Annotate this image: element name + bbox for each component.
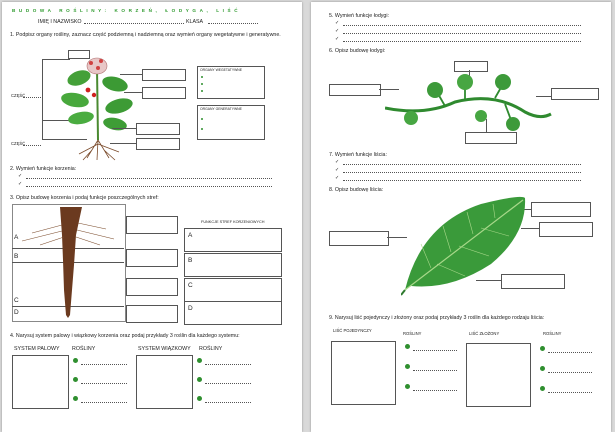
fibrous-root-label: SYSTEM WIĄZKOWY [138, 346, 191, 352]
part-label-bottom: CZĘŚĆ [11, 141, 26, 146]
plant-line[interactable] [205, 364, 251, 365]
zone-desc-box-1[interactable] [126, 216, 178, 234]
organ-box-2[interactable] [142, 87, 186, 99]
function-box-d[interactable] [184, 301, 282, 325]
function-box-c[interactable] [184, 278, 282, 302]
fibrous-root-drawing-box[interactable] [136, 355, 193, 409]
function-label-b: B [188, 257, 193, 264]
question-5-text: 5. Wymień funkcje łodygi: [329, 13, 390, 19]
plants-label: ROŚLINY [72, 346, 96, 352]
veg-bullet-2 [201, 83, 203, 85]
check-icon: ✓ [335, 175, 340, 181]
question-7-text: 7. Wymień funkcje liścia: [329, 152, 387, 158]
question-1-text: 1. Podpisz organy rośliny, zaznacz część podziemną i nadziemną oraz wymień organy wegetatywne i generatywne. [10, 32, 281, 38]
question-3-text: 3. Opisz budowę korzenia i podaj funkcje poszczególnych stref: [10, 195, 159, 201]
compound-leaf-label: LIŚĆ ZŁOŻONY [469, 331, 500, 336]
organ-box-4[interactable] [136, 138, 180, 150]
stem-illustration [385, 72, 553, 136]
stem-box-left[interactable] [329, 84, 381, 96]
pointer-2 [124, 92, 142, 93]
plant-bullet [197, 396, 202, 401]
answer-line[interactable] [26, 186, 272, 187]
name-label: IMIĘ I NAZWISKO [38, 19, 82, 25]
zone-label-b: B [14, 253, 19, 260]
zone-desc-box-2[interactable] [126, 249, 178, 267]
answer-line[interactable] [343, 41, 581, 42]
plant-bullet [405, 344, 410, 349]
plant-bullet [405, 364, 410, 369]
compound-leaf-drawing-box[interactable] [466, 343, 531, 407]
plant-bullet [540, 386, 545, 391]
part-bracket [42, 59, 43, 139]
zone-label-c: C [14, 297, 19, 304]
zone-desc-box-4[interactable] [126, 305, 178, 323]
gen-bullet-1 [201, 118, 203, 120]
plant-bullet [540, 366, 545, 371]
question-8-text: 8. Opisz budowę liścia: [329, 187, 384, 193]
plant-line[interactable] [413, 390, 457, 391]
plant-bullet [405, 384, 410, 389]
leaf-box-2[interactable] [539, 222, 593, 237]
check-icon: ✓ [18, 181, 23, 187]
plant-bullet [73, 396, 78, 401]
pointer-1 [120, 74, 142, 75]
answer-line[interactable] [343, 25, 581, 26]
plant-bullet [540, 346, 545, 351]
question-9-text: 9. Narysuj liść pojedynczy i złożony oraz podaj przykłady 3 roślin dla każdego rodzaju liścia: [329, 315, 545, 321]
worksheet-page-1 [2, 2, 302, 432]
pointer-3 [112, 128, 136, 129]
question-4-text: 4. Narysuj system palowy i wiązkowy korzenia oraz podaj przykłady 3 roślin dla każdego systemu: [10, 333, 240, 339]
zone-label-a: A [14, 234, 19, 241]
check-icon: ✓ [335, 36, 340, 42]
vegetative-label: ORGANY WEGETATYWNE [200, 68, 243, 72]
answer-line[interactable] [343, 180, 581, 181]
zone-desc-box-3[interactable] [126, 278, 178, 296]
plant-bullet [73, 358, 78, 363]
plant-line[interactable] [548, 352, 592, 353]
vegetative-organs-panel [197, 66, 265, 99]
question-6-text: 6. Opisz budowę łodygi: [329, 48, 386, 54]
check-icon: ✓ [335, 167, 340, 173]
leaf-box-3[interactable] [329, 231, 389, 246]
plant-line[interactable] [81, 402, 127, 403]
class-label: KLASA [186, 19, 204, 25]
worksheet-page-2 [311, 2, 611, 432]
plant-line[interactable] [205, 402, 251, 403]
question-2-text: 2. Wymień funkcje korzenia: [10, 166, 77, 172]
veg-bullet-1 [201, 76, 203, 78]
check-icon: ✓ [335, 20, 340, 26]
function-box-a[interactable] [184, 228, 282, 252]
function-label-c: C [188, 282, 193, 289]
plant-line[interactable] [548, 392, 592, 393]
answer-line[interactable] [343, 164, 581, 165]
tap-root-label: SYSTEM PALOWY [14, 346, 60, 352]
answer-line[interactable] [343, 172, 581, 173]
stem-box-right[interactable] [551, 88, 599, 100]
plant-line[interactable] [413, 350, 457, 351]
functions-label: FUNKCJE STREF KORZENIOWYCH [201, 220, 265, 224]
pointer-4 [110, 143, 136, 144]
function-label-a: A [188, 232, 193, 239]
plant-line[interactable] [81, 364, 127, 365]
plants-label: ROŚLINY [199, 346, 223, 352]
generative-organs-panel [197, 105, 265, 140]
part-line-bottom[interactable] [23, 145, 41, 146]
plants-label: ROŚLINY [403, 331, 422, 336]
simple-leaf-label: LIŚĆ POJEDYNCZY [333, 328, 372, 333]
plant-line[interactable] [548, 372, 592, 373]
class-line[interactable] [208, 23, 258, 24]
plant-bullet [197, 377, 202, 382]
check-icon: ✓ [335, 159, 340, 165]
plant-bullet [73, 377, 78, 382]
answer-line[interactable] [343, 33, 581, 34]
part-label-top: CZĘŚĆ [11, 93, 26, 98]
check-icon: ✓ [335, 28, 340, 34]
plant-line[interactable] [205, 383, 251, 384]
worksheet-title: BUDOWA ROŚLINY: KORZEŃ, ŁODYGA, LIŚĆ [12, 8, 242, 13]
plant-illustration [57, 54, 139, 162]
simple-leaf-drawing-box[interactable] [331, 341, 396, 405]
stem-box-top[interactable] [454, 61, 488, 72]
function-label-d: D [188, 305, 193, 312]
plant-line[interactable] [81, 383, 127, 384]
name-line[interactable] [84, 23, 184, 24]
generative-label: ORGANY GENERATYWNE [200, 107, 242, 111]
plant-bullet [197, 358, 202, 363]
organ-box-1[interactable] [142, 69, 186, 81]
zone-label-d: D [14, 309, 19, 316]
plants-label: ROŚLINY [543, 331, 562, 336]
plant-line[interactable] [413, 370, 457, 371]
root-illustration [22, 205, 117, 320]
leaf-box-1[interactable] [531, 202, 591, 217]
tap-root-drawing-box[interactable] [12, 355, 69, 409]
gen-bullet-2 [201, 128, 203, 130]
answer-line[interactable] [26, 178, 272, 179]
function-box-b[interactable] [184, 253, 282, 277]
organ-box-top[interactable] [68, 50, 90, 59]
check-icon: ✓ [18, 173, 23, 179]
part-line-top[interactable] [23, 97, 41, 98]
leaf-illustration [401, 194, 531, 296]
veg-bullet-3 [201, 90, 203, 92]
organ-box-3[interactable] [136, 123, 180, 135]
